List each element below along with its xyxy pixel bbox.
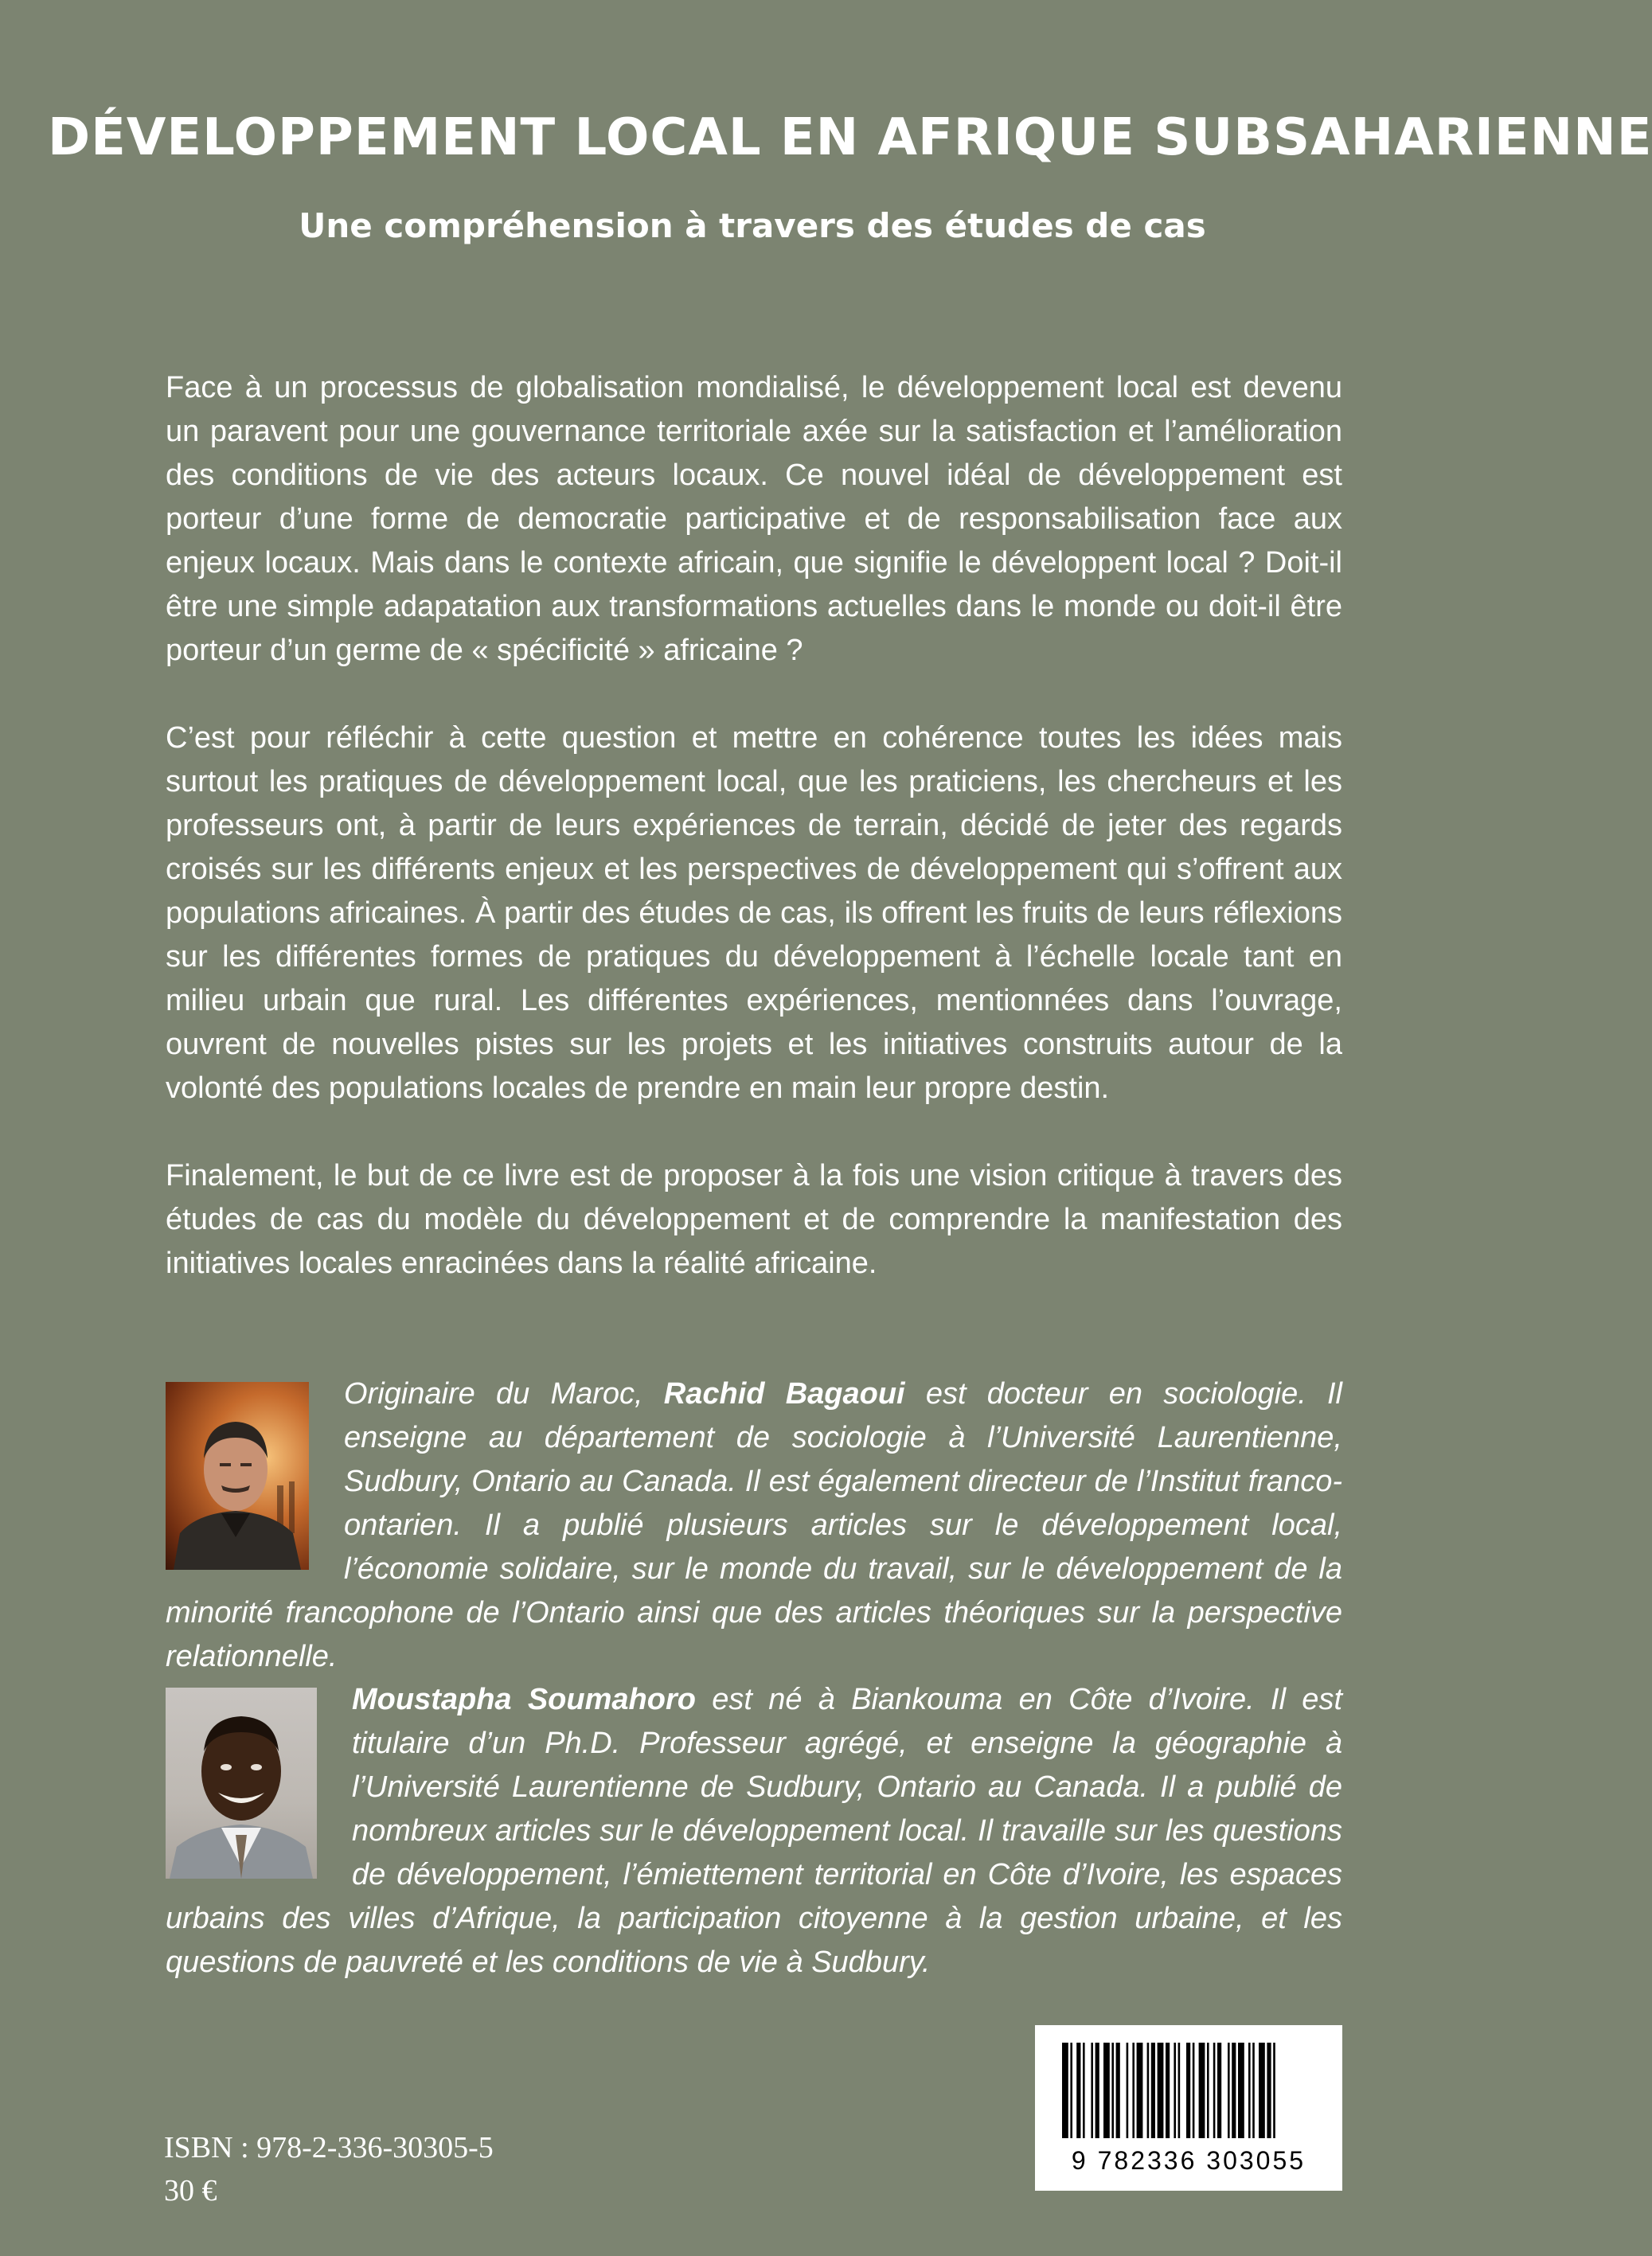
price: 30 € — [164, 2174, 217, 2207]
book-title: DÉVELOPPEMENT LOCAL EN AFRIQUE SUBSAHARIENNE — [48, 108, 1652, 167]
portrait-icon — [166, 1688, 317, 1879]
barcode-bar — [1116, 2043, 1120, 2138]
barcode-bar — [1228, 2043, 1230, 2138]
barcode-bar — [1193, 2043, 1195, 2138]
author-photo-soumahoro — [166, 1688, 317, 1879]
barcode — [1035, 2025, 1342, 2191]
barcode-bar — [1178, 2043, 1181, 2138]
barcode-bar — [1062, 2043, 1068, 2138]
barcode-bar — [1158, 2043, 1164, 2138]
summary-paragraph: Finalement, le but de ce livre est de proposer à la fois une vision critique à travers des études de cas du modèle du développement et de comprendre la manifestation des initiatives locales enracinées dans la réalité africaine. — [166, 1159, 1342, 1280]
bio-text: est né à Biankouma en Côte d’Ivoire. Il est titulaire d’un Ph.D. Professeur agrégé, et enseigne la géographie à l’Université Laurentienne de Sudbury, Ontario au Canada. Il a publié de nombreux articles sur le développement local. Il travaille sur les questions de développement, l’émiettement territorial en Côte d’Ivoire, les espaces urbains des villes d’Afrique, la participation citoyenne à la gestion urbaine, et les questions de pauvreté et les conditions de vie à Sudbury. — [166, 1683, 1342, 1979]
barcode-bar — [1174, 2043, 1176, 2138]
barcode-bar — [1083, 2043, 1085, 2138]
barcode-bar — [1199, 2043, 1205, 2138]
barcode-bar — [1238, 2043, 1244, 2138]
bio-text: est docteur en sociologie. Il enseigne au département de sociologie à l’Université Laurentienne, Sudbury, Ontario au Canada. Il est également directeur de l’Institut franco-ontarien. Il a publié plusieurs articles sur le développement local, l’économie solidaire, sur le monde du travail, sur le développement de la minorité francophone de l’Ontario ainsi que des articles théoriques sur la perspective relationnelle. — [166, 1377, 1342, 1673]
barcode-bar — [1232, 2043, 1236, 2138]
summary-text — [166, 366, 1342, 1329]
barcode-bar — [1166, 2043, 1170, 2138]
author-photo-bagaoui — [166, 1382, 309, 1570]
barcode-bar — [1091, 2043, 1093, 2138]
barcode-bar — [1147, 2043, 1150, 2138]
barcode-bar — [1259, 2043, 1265, 2138]
author-bio-soumahoro — [166, 1678, 1342, 1985]
barcode-bar — [1111, 2043, 1114, 2138]
portrait-icon — [166, 1382, 309, 1570]
barcode-bar — [1132, 2043, 1135, 2138]
barcode-bar — [1207, 2043, 1209, 2138]
barcode-bar — [1103, 2043, 1110, 2138]
summary-paragraph: C’est pour réfléchir à cette question et mettre en cohérence toutes les idées mais surtout les pratiques de développement local, que les praticiens, les chercheurs et les professeurs ont, à partir de leurs expériences de terrain, décidé de jeter des regards croisés sur les différents enjeux et les perspectives de développement qui s’offrent aux populations africaines. À partir des études de cas, ils offrent les fruits de leurs réflexions sur les différentes formes de pratiques du développement à l’échelle locale tant en milieu urbain que rural. Les différentes expériences, mentionnées dans l’ouvrage, ouvrent de nouvelles pistes sur les projets et les initiatives construits autour de la volonté des populations locales de prendre en main leur propre destin. — [166, 721, 1342, 1105]
bio-prefix: Originaire du Maroc, — [344, 1377, 664, 1411]
author-bio-bagaoui — [166, 1372, 1342, 1679]
barcode-bar — [1137, 2043, 1143, 2138]
isbn: ISBN : 978-2-336-30305-5 — [164, 2131, 494, 2164]
barcode-bar — [1151, 2043, 1155, 2138]
barcode-bar — [1273, 2043, 1275, 2138]
barcode-bar — [1252, 2043, 1255, 2138]
barcode-bar — [1217, 2043, 1221, 2138]
book-subtitle: Une compréhension à travers des études de cas — [299, 206, 1206, 245]
author-name: Moustapha Soumahoro — [352, 1683, 696, 1716]
author-name: Rachid Bagaoui — [663, 1377, 905, 1411]
barcode-bar — [1248, 2043, 1251, 2138]
barcode-bar — [1186, 2043, 1190, 2138]
barcode-bar — [1076, 2043, 1080, 2138]
barcode-bar — [1070, 2043, 1072, 2138]
barcode-bar — [1267, 2043, 1271, 2138]
barcode-bar — [1095, 2043, 1099, 2138]
barcode-icon — [1035, 2025, 1342, 2145]
summary-paragraph: Face à un processus de globalisation mondialisé, le développement local est devenu un paravent pour une gouvernance territoriale axée sur la satisfaction et l’amélioration des conditions de vie des acteurs locaux. Ce nouvel idéal de développement est porteur d’une forme de democratie participative et de responsabilisation face aux enjeux locaux. Mais dans le contexte africain, que signifie le développent local ? Doit-il être une simple adapatation aux transformations actuelles dans le monde ou doit-il être porteur d’un germe de « spécificité » africaine ? — [166, 371, 1342, 667]
barcode-bar — [1127, 2043, 1129, 2138]
barcode-bar — [1213, 2043, 1216, 2138]
barcode-number: 9 782336 303055 — [1071, 2146, 1306, 2175]
